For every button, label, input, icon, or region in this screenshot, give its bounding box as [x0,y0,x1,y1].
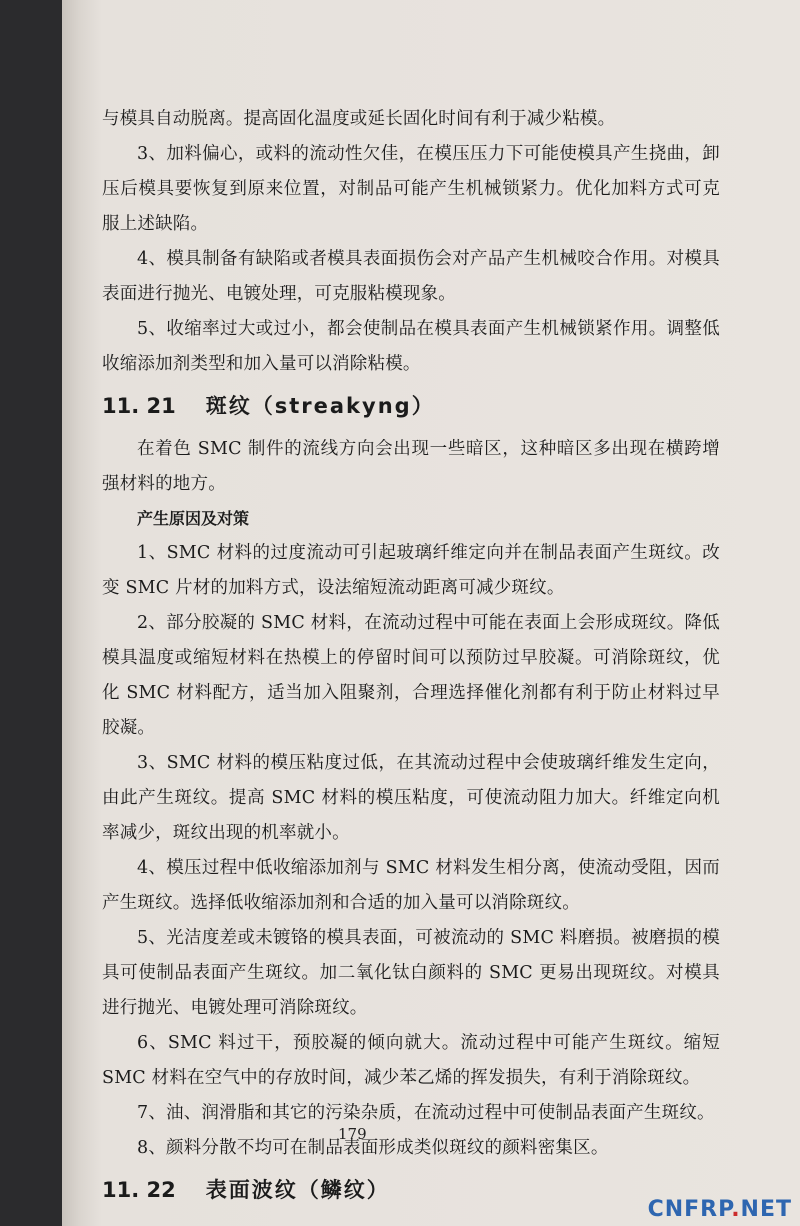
list-item: 7、油、润滑脂和其它的污染杂质，在流动过程中可使制品表面产生斑纹。 [137,1103,715,1123]
paragraph: 与模具自动脱离。提高固化温度或延长固化时间有利于减少粘模。 [102,109,616,129]
section-heading-11-22 [102,1170,720,1210]
page-content [102,102,720,1216]
list-item: 2、部分胶凝的 SMC 材料，在流动过程中可能在表面上会形成斑纹。降低模具温度或缩短材料在热模上的停留时间可以预防过早胶凝。可消除斑纹，优化 SMC 材料配方，适当加入阻聚剂，合理选择催化剂都有利于防止材料过早胶凝。 [102,613,720,738]
section-title: 斑纹（streakyng） [205,394,435,418]
site-watermark [648,1197,792,1222]
section-intro: 在着色 SMC 制件的流线方向会出现一些暗区，这种暗区多出现在横跨增强材料的地方。 [102,439,720,494]
section-number: 11. 21 [102,394,176,418]
list-item: 1、SMC 材料的过度流动可引起玻璃纤维定向并在制品表面产生斑纹。改变 SMC 片材的加料方式，设法缩短流动距离可减少斑纹。 [102,543,720,598]
watermark-main: CNFRP [647,1197,732,1222]
section-heading-11-21 [102,386,720,426]
watermark-tld: NET [740,1197,792,1222]
section-title: 表面波纹（鳞纹） [205,1178,390,1202]
list-item: 6、SMC 料过干，预胶凝的倾向就大。流动过程中可能产生斑纹。缩短 SMC 材料在空气中的存放时间，减少苯乙烯的挥发损失，有利于消除斑纹。 [102,1033,720,1088]
list-item: 4、模压过程中低收缩添加剂与 SMC 材料发生相分离，使流动受阻，因而产生斑纹。选择低收缩添加剂和合适的加入量可以消除斑纹。 [102,858,720,913]
paragraph: 4、模具制备有缺陷或者模具表面损伤会对产品产生机械咬合作用。对模具表面进行抛光、电镀处理，可克服粘模现象。 [102,249,720,304]
list-item: 3、SMC 材料的模压粘度过低，在其流动过程中会使玻璃纤维发生定向，由此产生斑纹。提高 SMC 材料的模压粘度，可使流动阻力加大。纤维定向机率减少，斑纹出现的机率就小。 [102,753,720,843]
subheading: 产生原因及对策 [137,509,250,528]
list-item: 5、光洁度差或未镀铬的模具表面，可被流动的 SMC 料磨损。被磨损的模具可使制品表面产生斑纹。加二氧化钛白颜料的 SMC 更易出现斑纹。对模具进行抛光、电镀处理可消除斑纹。 [102,928,720,1018]
paragraph: 5、收缩率过大或过小，都会使制品在模具表面产生机械锁紧作用。调整低收缩添加剂类型和加入量可以消除粘模。 [102,319,720,374]
paragraph: 3、加料偏心，或料的流动性欠佳，在模压压力下可能使模具产生挠曲，卸压后模具要恢复到原来位置，对制品可能产生机械锁紧力。优化加料方式可克服上述缺陷。 [102,144,720,234]
page-number: 179 [338,1125,367,1143]
section-number: 11. 22 [102,1178,176,1202]
watermark-dot: . [731,1197,741,1222]
book-page [62,0,800,1226]
list-item: 8、颜料分散不均可在制品表面形成类似斑纹的颜料密集区。 [137,1138,609,1158]
